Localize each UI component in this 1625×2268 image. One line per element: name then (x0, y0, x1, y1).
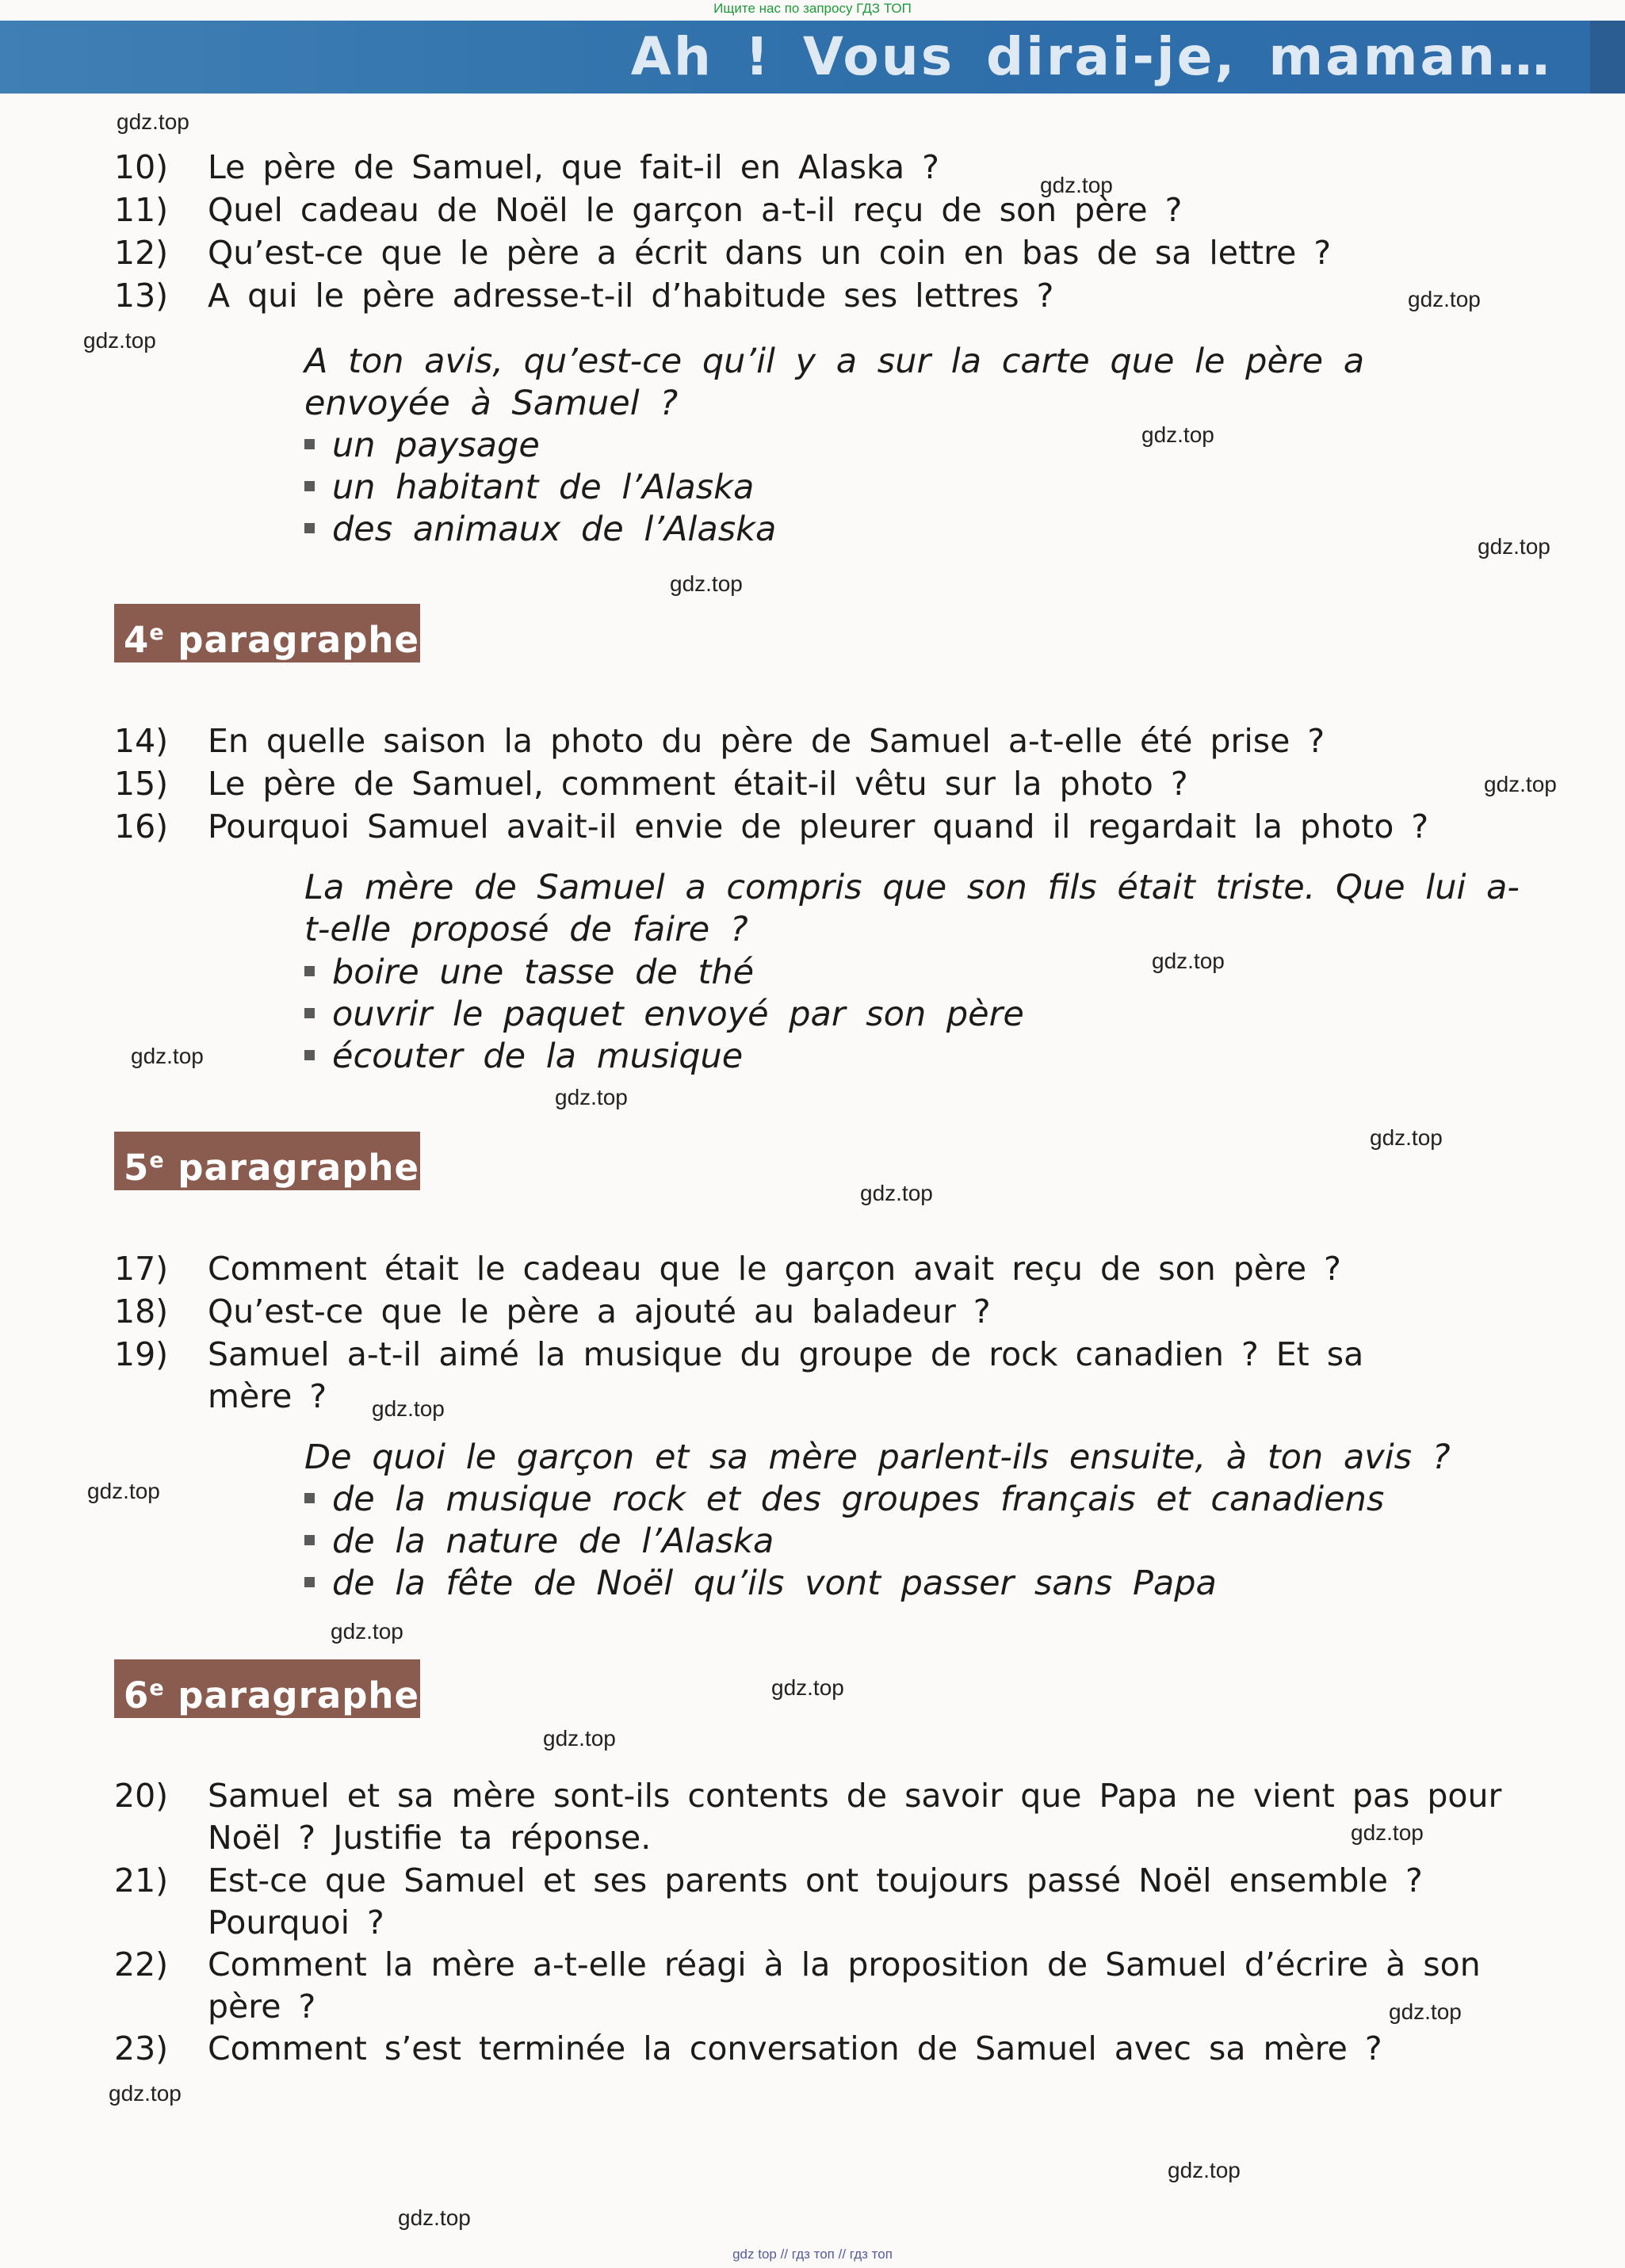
question-text: En quelle saison la photo du père de Samuel a-t-elle été prise ? (208, 722, 1325, 760)
question-number: 19) (114, 1335, 169, 1373)
option-item (304, 1563, 1541, 1605)
question-text: Samuel et sa mère sont-ils contents de savoir que Papa ne vient pas pour Noël ? Justifie ta réponse. (208, 1777, 1502, 1857)
option-text: un habitant de l’Alaska (332, 468, 755, 507)
question-number: 21) (114, 1861, 169, 1900)
section-label: paragraphe (178, 619, 419, 661)
question-text: Comment était le cadeau que le garçon avait reçu de son père ? (208, 1250, 1341, 1288)
option-text: de la fête de Noël qu’ils vont passer sans Papa (332, 1564, 1217, 1603)
question-text: Pourquoi Samuel avait-il envie de pleurer quand il regardait la photo ? (208, 808, 1429, 846)
option-item (304, 952, 1541, 994)
bullet-icon (304, 481, 315, 491)
question-text: Le père de Samuel, que fait-il en Alaska ? (208, 148, 939, 186)
watermark: gdz.top (1370, 1125, 1443, 1150)
question-number: 17) (114, 1250, 169, 1288)
page-title: Ah ! Vous dirai-je, maman… (630, 26, 1552, 87)
watermark: gdz.top (543, 1726, 616, 1751)
watermark: gdz.top (771, 1675, 844, 1700)
question-11 (114, 189, 1541, 231)
watermark: gdz.top (398, 2205, 471, 2230)
option-item (304, 1036, 1541, 1078)
bullet-icon (304, 1493, 315, 1503)
question-number: 22) (114, 1945, 169, 1984)
bullet-icon (304, 1008, 315, 1018)
watermark: gdz.top (1389, 1999, 1462, 2024)
question-number: 18) (114, 1292, 169, 1331)
question-text: Qu’est-ce que le père a ajouté au baladeur ? (208, 1292, 991, 1331)
section-ordinal: e (149, 1676, 165, 1701)
option-item (304, 1479, 1541, 1521)
question-number: 11) (114, 191, 169, 229)
section-number: 5 (124, 1147, 150, 1189)
question-text: A qui le père adresse-t-il d’habitude ses lettres ? (208, 277, 1054, 315)
question-text: Qu’est-ce que le père a écrit dans un coin en bas de sa lettre ? (208, 234, 1332, 272)
question-text: Comment la mère a-t-elle réagi à la proposition de Samuel d’écrire à son père ? (208, 1945, 1481, 2026)
question-21 (114, 1860, 1509, 1944)
option-item (304, 994, 1541, 1036)
question-18 (114, 1291, 1541, 1333)
option-text: de la musique rock et des groupes français et canadiens (332, 1480, 1385, 1519)
question-number: 10) (114, 148, 169, 186)
bullet-icon (304, 439, 315, 449)
watermark: gdz.top (109, 2081, 182, 2106)
watermark: gdz.top (1168, 2158, 1241, 2182)
section-ordinal: e (149, 620, 165, 645)
option-text: des animaux de l’Alaska (332, 510, 777, 549)
question-12 (114, 232, 1541, 274)
bullet-icon (304, 1535, 315, 1545)
prompt-question: La mère de Samuel a compris que son fils était triste. Que lui a-t-elle proposé de faire ? (304, 868, 1520, 949)
question-20 (114, 1775, 1509, 1859)
question-19 (114, 1334, 1454, 1418)
option-text: ouvrir le paquet envoyé par son père (332, 995, 1024, 1034)
question-text: Est-ce que Samuel et ses parents ont toujours passé Noël ensemble ? Pourquoi ? (208, 1861, 1423, 1942)
question-14 (114, 720, 1541, 762)
question-17 (114, 1248, 1541, 1290)
option-item (304, 425, 1541, 467)
section-label: paragraphe (178, 1674, 419, 1716)
watermark: gdz.top (131, 1044, 204, 1068)
section-heading-5 (114, 1132, 420, 1190)
option-text: de la nature de l’Alaska (332, 1522, 774, 1561)
question-text: Samuel a-t-il aimé la musique du groupe de rock canadien ? Et sa mère ? (208, 1335, 1364, 1415)
option-text: un paysage (332, 426, 540, 465)
footer-note: gdz top // гдз топ // гдз топ (732, 2247, 893, 2262)
top-note: Ищите нас по запросу ГДЗ ТОП (713, 1, 912, 16)
option-text: écouter de la musique (332, 1037, 744, 1076)
question-text: Comment s’est terminée la conversation de Samuel avec sa mère ? (208, 2029, 1382, 2068)
question-number: 13) (114, 277, 169, 315)
question-13 (114, 275, 1541, 317)
option-item (304, 509, 1541, 551)
page-header (0, 21, 1625, 94)
watermark: gdz.top (1408, 287, 1481, 311)
option-item (304, 467, 1541, 509)
question-number: 23) (114, 2029, 169, 2068)
watermark: gdz.top (372, 1396, 445, 1421)
question-15 (114, 763, 1541, 805)
watermark: gdz.top (1351, 1820, 1424, 1845)
watermark: gdz.top (1040, 173, 1113, 197)
bullet-icon (304, 1577, 315, 1587)
watermark: gdz.top (860, 1181, 933, 1205)
prompt-question: A ton avis, qu’est-ce qu’il y a sur la carte que le père a envoyée à Samuel ? (304, 342, 1365, 423)
watermark: gdz.top (670, 571, 743, 596)
section-label: paragraphe (178, 1147, 419, 1189)
section-number: 4 (124, 619, 150, 661)
bullet-icon (304, 966, 315, 976)
header-edge (1590, 21, 1625, 94)
prompt-question: De quoi le garçon et sa mère parlent-ils ensuite, à ton avis ? (304, 1438, 1451, 1477)
option-text: boire une tasse de thé (332, 953, 755, 992)
watermark: gdz.top (331, 1619, 403, 1644)
question-number: 15) (114, 765, 169, 803)
section-heading-6 (114, 1659, 420, 1718)
question-16 (114, 806, 1541, 848)
watermark: gdz.top (83, 328, 156, 353)
watermark: gdz.top (117, 109, 189, 134)
question-22 (114, 1944, 1509, 2028)
bullet-icon (304, 523, 315, 533)
section-number: 6 (124, 1674, 150, 1716)
watermark: gdz.top (1478, 534, 1550, 559)
bullet-icon (304, 1050, 315, 1060)
watermark: gdz.top (87, 1479, 160, 1503)
question-23 (114, 2028, 1541, 2070)
question-text: Quel cadeau de Noël le garçon a-t-il reçu de son père ? (208, 191, 1183, 229)
watermark: gdz.top (1152, 949, 1225, 973)
question-text: Le père de Samuel, comment était-il vêtu sur la photo ? (208, 765, 1188, 803)
question-number: 14) (114, 722, 169, 760)
question-number: 12) (114, 234, 169, 272)
question-number: 20) (114, 1777, 169, 1815)
section-heading-4 (114, 604, 420, 662)
watermark: gdz.top (1484, 772, 1557, 796)
watermark: gdz.top (555, 1085, 628, 1109)
question-number: 16) (114, 808, 169, 846)
watermark: gdz.top (1141, 422, 1214, 447)
section-ordinal: e (149, 1148, 165, 1173)
option-item (304, 1521, 1541, 1563)
question-10 (114, 147, 1541, 189)
